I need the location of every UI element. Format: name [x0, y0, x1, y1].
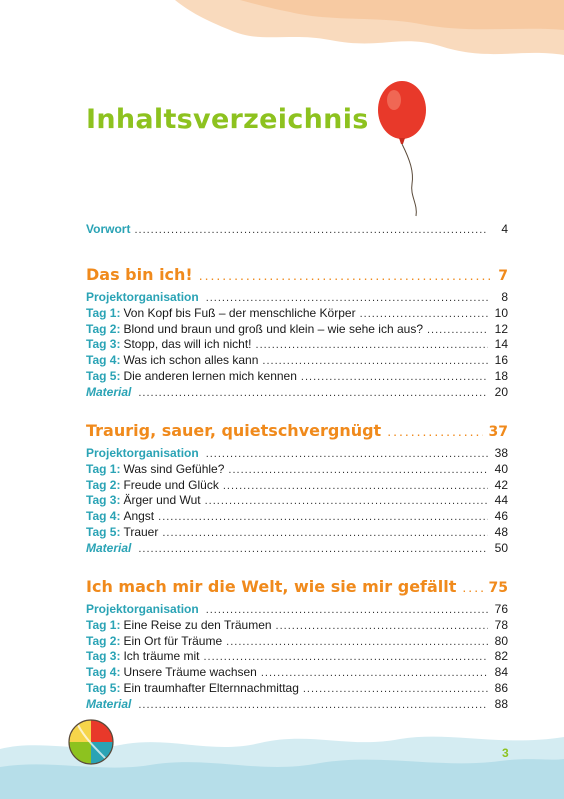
entry-label: Material	[86, 384, 132, 399]
toc-entry-material[interactable]	[86, 541, 508, 557]
toc-entry[interactable]	[86, 525, 508, 541]
entry-text: Freude und Glück	[123, 477, 219, 492]
dot-leader	[462, 574, 482, 600]
entry-text: Blond und braun und groß und klein – wie sehe ich aus?	[123, 321, 423, 336]
page-number: 3	[502, 746, 509, 760]
dot-leader	[303, 682, 488, 698]
entry-page: 82	[494, 649, 508, 664]
page-title: Inhaltsverzeichnis	[86, 104, 369, 135]
entry-page: 42	[494, 477, 508, 492]
dot-leader	[427, 323, 488, 339]
entry-text: Unsere Träume wachsen	[123, 665, 257, 680]
chapter-page: 37	[488, 424, 508, 440]
toc-entry[interactable]	[86, 337, 508, 353]
entry-label: Vorwort	[86, 222, 131, 236]
entry-text: Ein Ort für Träume	[123, 633, 223, 648]
dot-leader	[206, 291, 488, 307]
chapter-title: Das bin ich!	[86, 265, 193, 284]
entry-text: Trauer	[123, 524, 159, 539]
entry-text: Was sind Gefühle?	[123, 461, 225, 476]
entry-label: Tag 3:	[86, 649, 121, 664]
dot-leader	[360, 307, 488, 323]
chapter-title: Ich mach mir die Welt, wie sie mir gefällt	[86, 577, 457, 596]
entry-text: Ich träume mit	[123, 649, 200, 664]
chapter-title: Traurig, sauer, quietschvergnügt	[86, 421, 382, 440]
toc-entry[interactable]	[86, 509, 508, 525]
toc-entry[interactable]	[86, 618, 508, 634]
entry-page: 76	[494, 602, 508, 616]
entry-page: 50	[494, 540, 508, 555]
dot-leader	[226, 635, 488, 651]
entry-text: Ein traumhafter Elternnachmittag	[123, 680, 299, 695]
toc-entry[interactable]	[86, 634, 508, 650]
entry-label: Tag 3:	[86, 337, 121, 352]
chapter-page: 75	[488, 580, 508, 596]
chapter-section	[86, 574, 508, 713]
dot-leader	[205, 494, 488, 510]
chapter-section	[86, 262, 508, 401]
entry-page: 14	[494, 337, 508, 352]
toc-entry[interactable]	[86, 290, 508, 306]
entry-page: 38	[494, 446, 508, 460]
entry-text: Was ich schon alles kann	[123, 353, 259, 368]
entry-page: 40	[494, 461, 508, 476]
dot-leader	[158, 510, 488, 526]
dot-leader	[223, 479, 488, 495]
entry-label: Tag 1:	[86, 461, 121, 476]
dot-leader	[138, 698, 488, 714]
dot-leader	[301, 370, 488, 386]
entry-label: Projektorganisation	[86, 602, 199, 616]
entry-text: Angst	[123, 509, 155, 524]
entry-page: 20	[494, 384, 508, 399]
entry-text: Eine Reise zu den Träumen	[123, 617, 272, 632]
entry-page: 84	[494, 665, 508, 680]
entry-label: Tag 2:	[86, 477, 121, 492]
chapter-heading[interactable]	[86, 262, 508, 288]
top-watercolor-wash	[0, 0, 564, 80]
dot-leader	[387, 418, 482, 444]
dot-leader	[138, 386, 488, 402]
toc-entry[interactable]	[86, 602, 508, 618]
entry-label: Tag 2:	[86, 633, 121, 648]
entry-text: Die anderen lernen mich kennen	[123, 368, 297, 383]
entry-label: Tag 1:	[86, 305, 121, 320]
dot-leader	[261, 666, 488, 682]
entry-label: Tag 2:	[86, 321, 121, 336]
entry-page: 80	[494, 633, 508, 648]
dot-leader	[256, 338, 488, 354]
toc-entry[interactable]	[86, 462, 508, 478]
dot-leader	[162, 526, 488, 542]
entry-label: Tag 5:	[86, 524, 121, 539]
entry-label: Tag 3:	[86, 493, 121, 508]
entry-label: Material	[86, 540, 132, 555]
entry-page: 86	[494, 680, 508, 695]
dot-leader	[228, 463, 488, 479]
chapter-heading[interactable]	[86, 574, 508, 600]
toc-entry[interactable]	[86, 478, 508, 494]
toc-entry[interactable]	[86, 649, 508, 665]
entry-page: 46	[494, 509, 508, 524]
toc-entry[interactable]	[86, 353, 508, 369]
toc-entry[interactable]	[86, 681, 508, 697]
entry-page: 8	[501, 290, 508, 304]
entry-page: 12	[494, 321, 508, 336]
toc-entry-vorwort[interactable]	[86, 222, 508, 238]
entry-label: Tag 5:	[86, 680, 121, 695]
entry-label: Material	[86, 696, 132, 711]
toc-entry[interactable]	[86, 322, 508, 338]
entry-label: Tag 4:	[86, 509, 121, 524]
chapter-section	[86, 418, 508, 557]
dot-leader	[276, 619, 488, 635]
entry-text: Ärger und Wut	[123, 493, 201, 508]
entry-label: Tag 4:	[86, 665, 121, 680]
toc-entry[interactable]	[86, 446, 508, 462]
dot-leader	[199, 262, 493, 288]
toc-entry-material[interactable]	[86, 697, 508, 713]
toc-entry[interactable]	[86, 665, 508, 681]
red-balloon-icon	[372, 80, 452, 220]
dot-leader	[138, 542, 488, 558]
chapter-heading[interactable]	[86, 418, 508, 444]
entry-label: Tag 4:	[86, 353, 121, 368]
entry-page: 4	[501, 222, 508, 236]
entry-text: Stopp, das will ich nicht!	[123, 337, 252, 352]
entry-label: Projektorganisation	[86, 290, 199, 304]
entry-page: 10	[494, 305, 508, 320]
entry-page: 88	[494, 696, 508, 711]
entry-page: 78	[494, 617, 508, 632]
beach-ball-icon	[66, 717, 116, 767]
dot-leader	[262, 354, 488, 370]
toc-entry[interactable]	[86, 306, 508, 322]
toc-entry[interactable]	[86, 493, 508, 509]
table-of-contents	[86, 222, 508, 238]
toc-entry[interactable]	[86, 369, 508, 385]
entry-label: Tag 5:	[86, 368, 121, 383]
entry-page: 44	[494, 493, 508, 508]
dot-leader	[206, 447, 488, 463]
entry-page: 18	[494, 368, 508, 383]
entry-label: Tag 1:	[86, 617, 121, 632]
entry-page: 16	[494, 353, 508, 368]
toc-entry-material[interactable]	[86, 385, 508, 401]
chapter-page: 7	[498, 268, 508, 284]
dot-leader	[203, 650, 488, 666]
entry-text: Von Kopf bis Fuß – der menschliche Körper	[123, 305, 356, 320]
dot-leader	[134, 223, 488, 239]
entry-page: 48	[494, 524, 508, 539]
dot-leader	[206, 603, 488, 619]
entry-label: Projektorganisation	[86, 446, 199, 460]
